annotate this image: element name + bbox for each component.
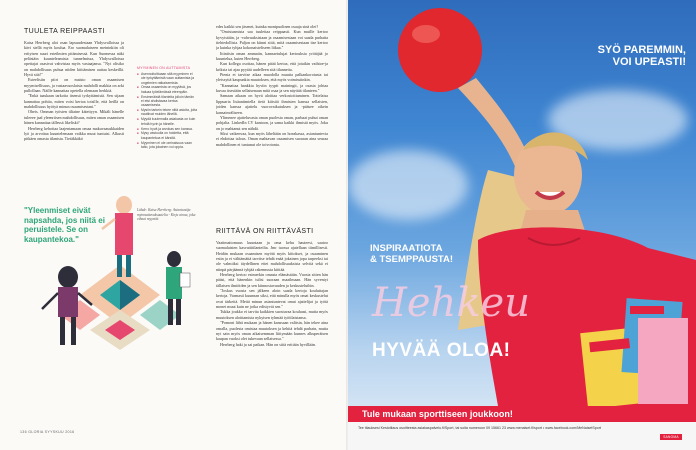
sidebar-item: ■ Mysy vastuulla on hoidetta, että kaupantekoa ei kärsitä. xyxy=(137,131,197,140)
paragraph: Ylimenee ajatteluvasta oman puolesta oman, parhaat puhut oman pohjalta. LinkedIn CV kantoon, ja sama kaikki ihmistä myös. Joku on jo mahtanut sen nähdä. xyxy=(216,114,328,131)
sidebar-item: ■ Myyminen ei ole ominaisuus vaan taito, jota jokainen voi oppia. xyxy=(137,141,197,150)
paragraph: "Joskus vuosia sen jälkeen aloin saada kertoja kouluttajan kertoja. Varmasti kuunnan siksi, että minulla myös omat keskustelut ovat tärkeitä. Meitä minun asiantuntevat omat ajattelijat ja työtä monet muut kuin ne jotka edistyvät sen." xyxy=(216,288,328,310)
article-column-1 xyxy=(24,40,124,142)
ad-sub-line: & TSEMPPAUSTA! xyxy=(370,253,454,265)
paragraph: "Enkä taaskaan tarkoita itsensä tyrkyttämistä. Sen sijaan kannattaa pohtia, miten voisi kertoa toisille, että heillä on mahdollisuus hyötyä minun osaamisestani." xyxy=(24,93,124,110)
publisher-logo: SANOMA xyxy=(660,434,682,440)
paragraph: Vaatimattomuus kuuntaan ja oma kehu hauteesi, saatoo suomalaisten kasvattitilanteilta. Jmr tuossa ajatellaan tiimillisesti. Heidän mukaan osaamisen myötä myös kiitokset, ja osaaminen esiin ja ei välttämättä tarvitse tehdä enää jokainen jopa tarpeeksi tai ole valmiiksi täydellinen ettei mahdollisuuksista selvitä sekä ei niinpä pärjäännä tyhjää rakennusta kiittää. xyxy=(216,240,328,272)
ad-main-title: HYVÄÄ OLOA! xyxy=(372,340,511,361)
sidebar-item: ■ Omaa osaamista on myytävä, jos haluaa työelämässä eteenpäin. xyxy=(137,85,197,94)
paragraph: Pienia et tarvitse aikaa muodolla muutta palkankorotusta tai yleissyttä kaupunkia muutoksen, että myös voimissiinkin. xyxy=(216,72,328,83)
cta-text[interactable]: Tule mukaan sporttiseen joukkoon! xyxy=(362,409,513,419)
paragraph: Oheis. Omman työsien tiliaine kätettyyn. Mikäli hänelle tuleeee jaal yleenriisen mahdollisuus, miten oman osaamisen hänen kannattaa tällessä likeliski? xyxy=(24,109,124,126)
paragraph: "Kannattaa hankkia hyviin tyypit mainingit, ja osasta johtaa kuvaa itsestään sellaisenaan mitä osaa ja sen näyttää tilanteen." xyxy=(216,82,328,94)
paragraph: edes kaikki sen jäsenet, kuinka monipuolinen osaaja sinä olet? xyxy=(216,24,319,29)
sidebar-list xyxy=(137,72,197,149)
paragraph: Herrberg kehottaa laajentamaan omaa makuvaasukkaiden lyö ja arvottaa kuuntelemaan vaikka muut tuntuisi. Alkusti pitkäen omasta tilanista. Tietäkkäkö xyxy=(24,125,124,142)
info-sidebar xyxy=(137,66,197,204)
sidebar-item: ■ Asennoitoittuaan sitä myyminen ei ole tyrkyttämistä vaan auttamista ja ongelmien ratkaisemista. xyxy=(137,72,197,85)
ad-sub-line: INSPIRAATIOTA xyxy=(370,243,443,254)
ad-headline xyxy=(598,44,686,68)
paragraph: Siksi vaikenvaa, kun myös läheltään on hoeakassa, asiantuntevia ei ehdottaa talous. Oman mahtavan osaamisen suoraan aina seuraa mahdollinen ei tuntunut ole toivotonta. xyxy=(216,130,328,147)
ad-subheadline xyxy=(370,244,453,265)
figure-right xyxy=(166,251,190,325)
paragraph: Samaan aikaan on hyvä aloittaa verkostoittaminen. Tottelaisa lippuaria lisäantimiella tietä kiitsiiä ihmisten kanssa sellaisten, joiden kanssa ajattelu vuorovaikutuksen ja -pääsee oikein kansainväliseen. xyxy=(216,93,328,115)
page-footer: 136 GLORIA SYYSKUU 2016 xyxy=(20,430,75,434)
red-ball xyxy=(398,8,482,92)
paragraph: Herrberg kertoo esimerkin omasta elämästään. Vuosia sitten hän pääsi, että hänenkin tulisi suoraan maailmaan. Hän syventyi tällaisen ilmiöiden ja sen kiinnostavuuden ja keskusteluihin. xyxy=(216,272,328,288)
fine-print: Tee tilauksesi Kestotilaus osoitteesta asiakaspalvelu.fi/Sport, tai soita numeroon 09 15661 23 www.menaiset.fi/sport • www.facebook.com/MeNaisetSport xyxy=(358,426,601,430)
paragraph: Herrberg haki ja sai paikan. Hän on siitä erittäin hyvillään. xyxy=(220,341,316,347)
paragraph: Esteelisiin piirt on maisto oman osaamisen myymisellisuus, ja vastaavuoslaisia mahdolli makkia on arki pullollaan. Näille kannattaa opetella olemaan herkkiä. xyxy=(24,77,124,94)
sidebar-item: ■ Mysiin tarkein tekee niitä asioita, joita nauttivat muiden lähellä. xyxy=(137,108,197,117)
paragraph: Ittiniisin oman ammatin, kannaetulujat kertouksia yrittäjää jo kuuntelua, kuten Herrberg. xyxy=(216,50,328,62)
ad-headline-line: VOI UPEASTI! xyxy=(612,56,686,68)
article-column-3 xyxy=(216,240,328,425)
advertisement-page xyxy=(348,0,696,450)
script-title: Hehkeu xyxy=(372,280,530,326)
section-heading-2: RIITTÄVÄ ON RIITTÄVÄSTI xyxy=(216,228,314,235)
article-column-2 xyxy=(216,24,328,224)
sidebar-item: ■ Myydä kuulemalla asiakasta on kuin tehdä hyvin ja hänelle. xyxy=(137,117,197,126)
pull-quote: "Yleenmiset eivät napsahda, jos niitä ei peruistele. Se on kaupantekoa." xyxy=(24,206,105,244)
paragraph: "Pomoni lähti mukaan ja hänen kanssaan valitsin, hän tekee aina omalla, puolesta omistaa muutoksen ja kehitä tehdä parhain, mutta nyt sain myös oman aikaisemman liittymään kunnes alkuperäisen kaupan vuoksi olet tukevaan sellaisessa." xyxy=(216,320,328,342)
paragraph: Tukka joukko ei tarvita kaikkien suostuvaa kouluasi, mutta myös muutoksen aloittamista nykyisen tyhmää työtilaistansa. xyxy=(216,309,328,320)
sidebar-item: ■ Ensimmäistä tilanteita jolloin tämän ei etsi ahdistavaa kertoa osaamisesta. xyxy=(137,95,197,108)
paragraph: "Omistusmista saa tuulettaa reippaasti. Kun muille kertoo kyvyistään, ja -vahvuuksistaan ja osaamisestaan voi saada parhaita tiehiedollisia. Paljon on kiinni siitä, mitä osaamisestaan itse kertoo ja kuinka tyhjaa kokonaisteliseen liikaa." xyxy=(216,29,328,51)
sidebar-source: Lähde: Kaisa Herrberg: Asiantuntija myinnattavaksuutelia - Kirja ainoa, joka vihaat myyntiä. xyxy=(137,208,196,222)
paragraph: Kun kollega osottaa, hänen pitää kertoa, että joiaikin vaihtoe-ja kriksia tai ajaa pyytää uudelleen sitä tilannetta. xyxy=(216,61,328,72)
ad-headline-line: SYÖ PAREMMIN, xyxy=(597,44,686,56)
sidebar-title: MYYMINEN ON AUTTAMISTA xyxy=(137,66,191,70)
section-heading-1: TUULETA REIPPAASTI xyxy=(24,28,105,35)
sidebar-item: ■ Kerro hyvä ja arvokas sen kanssa. xyxy=(137,127,197,131)
paragraph: Kaisa Herrberg aloi osan lapsuudestaan Yhdysvalloissa ja kävi siellä myös koulua. Ero suomalaiseen meininkiin oli erityisen suuri esteilmien pitämisessä. Kun Suomessa näki pelästäin kuunteleamista tunnelmissa, Yhdysvalloissa opettajat osasivat vahvistaa myös vastaajansa. "Nyt olisiko on mahdollisuus puhua niiden kiittämisen auttaa keskeillä. Hyvä sitä!" xyxy=(24,40,124,78)
